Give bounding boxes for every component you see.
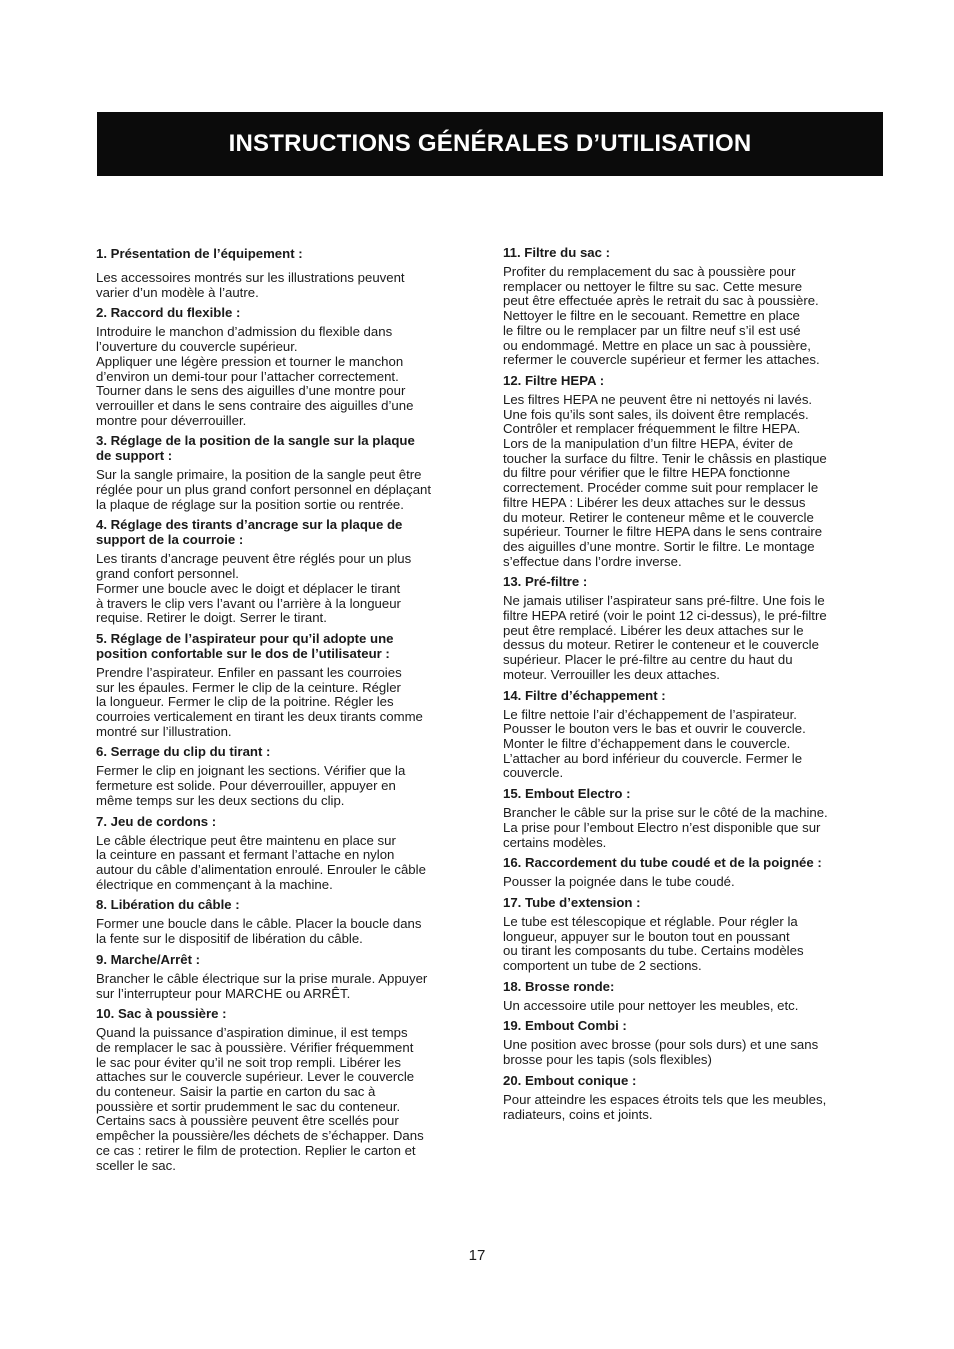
section-text: Pour atteindre les espaces étroits tels que les meubles, radiateurs, coins et joints. <box>503 1091 827 1122</box>
section-heading: 15. Embout Electro : <box>503 786 631 802</box>
section-heading: 18. Brosse ronde: <box>503 978 615 994</box>
section-1 <box>96 246 480 300</box>
section-text: Sur la sangle primaire, la position de la sangle peut être réglée pour un plus grand confort personnel en déplaçant la plaque de réglage sur la position sortie ou rentrée. <box>96 467 432 512</box>
section-heading: 19. Embout Combi : <box>503 1018 627 1034</box>
page-number: 17 <box>468 1247 486 1264</box>
section-4 <box>96 517 480 626</box>
section-heading: 4. Réglage des tirants d’ancrage sur la plaque de support de la courroie : <box>96 517 403 548</box>
section-text: Prendre l’aspirateur. Enfiler en passant les courroies sur les épaules. Fermer le clip de la ceinture. Régler la longueur. Fermer le clip de la poitrine. Régler les courroies verticalement en tirant les deux tirants comme montré sur l’illustration. <box>96 664 423 739</box>
section-heading: 14. Filtre d’échappement : <box>503 687 666 703</box>
section-text: Le filtre nettoie l’air d’échappement de l’aspirateur. Pousser le bouton vers le bas et ouvrir le couvercle. Monter le filtre d’échappement dans le couvercle. L’attacher au bord inférieur du couvercle. Fermer le couvercle. <box>503 706 806 781</box>
section-heading: 9. Marche/Arrêt : <box>96 951 201 967</box>
section-heading: 17. Tube d’extension : <box>503 894 641 910</box>
section-19 <box>503 1018 877 1067</box>
section-heading: 16. Raccordement du tube coudé et de la poignée : <box>503 855 822 871</box>
section-8 <box>96 897 480 946</box>
right-column <box>503 245 877 1127</box>
section-text: Introduire le manchon d’admission du flexible dans l’ouverture du couvercle supérieur. Appliquer une légère pression et tourner le manchon d’environ un demi-tour pour l’attacher correctement. Tourner dans le sens des aiguilles d’une montre pour verrouiller et dans le sens contraire des aiguilles d’une montre pour déverrouiller. <box>96 324 414 428</box>
section-heading: 13. Pré-filtre : <box>503 574 588 590</box>
section-heading: 8. Libération du câble : <box>96 897 240 913</box>
section-12 <box>503 373 877 569</box>
left-column <box>96 246 480 1178</box>
page-title: INSTRUCTIONS GÉNÉRALES D’UTILISATION <box>228 130 752 157</box>
section-5 <box>96 631 480 740</box>
section-text: Brancher le câble électrique sur la prise murale. Appuyer sur l’interrupteur pour MARCHE ou ARRÊT. <box>96 970 428 1001</box>
section-heading: 12. Filtre HEPA : <box>503 372 605 388</box>
section-text: Fermer le clip en joignant les sections. Vérifier que la fermeture est solide. Pour déverrouiller, appuyer en même temps sur les deux sections du clip. <box>96 763 406 808</box>
section-heading: 1. Présentation de l’équipement : <box>96 246 303 261</box>
section-2 <box>96 305 480 428</box>
section-10 <box>96 1006 480 1173</box>
section-text: Profiter du remplacement du sac à poussière pour remplacer ou nettoyer le filtre su sac. Cette mesure peut être effectuée après le retrait du sac à poussière. Nettoyer le filtre en le secouant. Remettre en place le filtre ou le remplacer par un filtre neuf s’il est usé ou endommagé. Mettre en place un sac à poussière, refermer le couvercle supérieur et fermer les attaches. <box>503 264 820 368</box>
section-heading: 3. Réglage de la position de la sangle sur la plaque de support : <box>96 433 415 464</box>
section-text: Le tube est télescopique et réglable. Pour régler la longueur, appuyer sur le bouton tout en poussant ou tirant les composants du tube. Certains modèles comportent un tube de 2 sections. <box>503 913 804 974</box>
section-9 <box>96 952 480 1001</box>
section-text: Ne jamais utiliser l’aspirateur sans pré-filtre. Une fois le filtre HEPA retiré (voir le point 12 ci-dessus), le pré-filtre peut être remplacé. Libérer les deux attaches sur le dessus du moteur. Retirer le conteneur et le couvercle supérieur. Placer le pré-filtre au centre du haut du moteur. Verrouiller les deux attaches. <box>503 593 827 682</box>
section-text: Une position avec brosse (pour sols durs) et une sans brosse pour les tapis (sols flexibles) <box>503 1037 819 1068</box>
page-header-banner <box>97 112 883 176</box>
section-text: Les tirants d’ancrage peuvent être réglés pour un plus grand confort personnel. Former une boucle avec le doigt et déplacer le tirant à travers le clip vers l’avant ou l’arrière à la longueur requise. Retirer le doigt. Serrer le tirant. <box>96 551 412 626</box>
section-7 <box>96 814 480 893</box>
section-6 <box>96 744 480 808</box>
section-heading: 7. Jeu de cordons : <box>96 813 217 829</box>
section-17 <box>503 895 877 974</box>
section-15 <box>503 786 877 850</box>
section-14 <box>503 688 877 782</box>
section-text: Quand la puissance d’aspiration diminue, il est temps de remplacer le sac à poussière. Vérifier fréquemment le sac pour éviter qu’il ne soit trop rempli. Libérer les attaches sur le couvercle supérieur. Lever le couvercle du conteneur. Saisir la partie en carton du sac à poussière et sortir prudemment le sac du conteneur. Certains sacs à poussière peuvent être scellés pour empêcher la poussière/les déchets de s’échapper. Dans ce cas : retirer le film de protection. Replier le carton et sceller le sac. <box>96 1025 424 1173</box>
section-heading: 2. Raccord du flexible : <box>96 305 241 321</box>
section-heading: 5. Réglage de l’aspirateur pour qu’il adopte une position confortable sur le dos de l’utilisateur : <box>96 630 394 661</box>
section-16 <box>503 855 877 890</box>
section-text: Brancher le câble sur la prise sur le côté de la machine. La prise pour l’embout Electro n’est disponible que sur certains modèles. <box>503 805 828 850</box>
section-text: Un accessoire utile pour nettoyer les meubles, etc. <box>503 997 799 1013</box>
section-3 <box>96 433 480 512</box>
section-13 <box>503 574 877 682</box>
section-text: Former une boucle dans le câble. Placer la boucle dans la fente sur le dispositif de libération du câble. <box>96 916 422 947</box>
section-heading: 10. Sac à poussière : <box>96 1006 227 1022</box>
section-text: Le câble électrique peut être maintenu en place sur la ceinture en passant et fermant l’attache en nylon autour du câble d’alimentation enroulé. Enrouler le câble électrique en commençant à la machine. <box>96 832 426 892</box>
section-heading: 6. Serrage du clip du tirant : <box>96 744 271 760</box>
section-heading: 11. Filtre du sac : <box>503 245 611 260</box>
section-heading: 20. Embout conique : <box>503 1072 637 1088</box>
section-18 <box>503 979 877 1014</box>
section-20 <box>503 1073 877 1122</box>
section-text: Pousser la poignée dans le tube coudé. <box>503 874 735 890</box>
section-text: Les filtres HEPA ne peuvent être ni nettoyés ni lavés. Une fois qu’ils sont sales, ils doivent être remplacés. Contrôler et remplacer fréquemment le filtre HEPA. Lors de la manipulation d’un filtre HEPA, éviter de toucher la surface du filtre. Tenir le châssis en plastique du filtre pour vérifier que le filtre HEPA fonctionne correctement. Procéder comme suit pour remplacer le filtre HEPA : Libérer les deux attaches sur le dessus du moteur. Retirer le conteneur même et le couvercle supérieur. Tourner le filtre HEPA dans le sens contraire des aiguilles d’une montre. Sortir le filtre. Le montage s’effectue dans l’ordre inverse. <box>503 391 827 569</box>
section-text: Les accessoires montrés sur les illustrations peuvent varier d’un modèle à l’autre. <box>96 270 405 300</box>
section-11 <box>503 245 877 368</box>
